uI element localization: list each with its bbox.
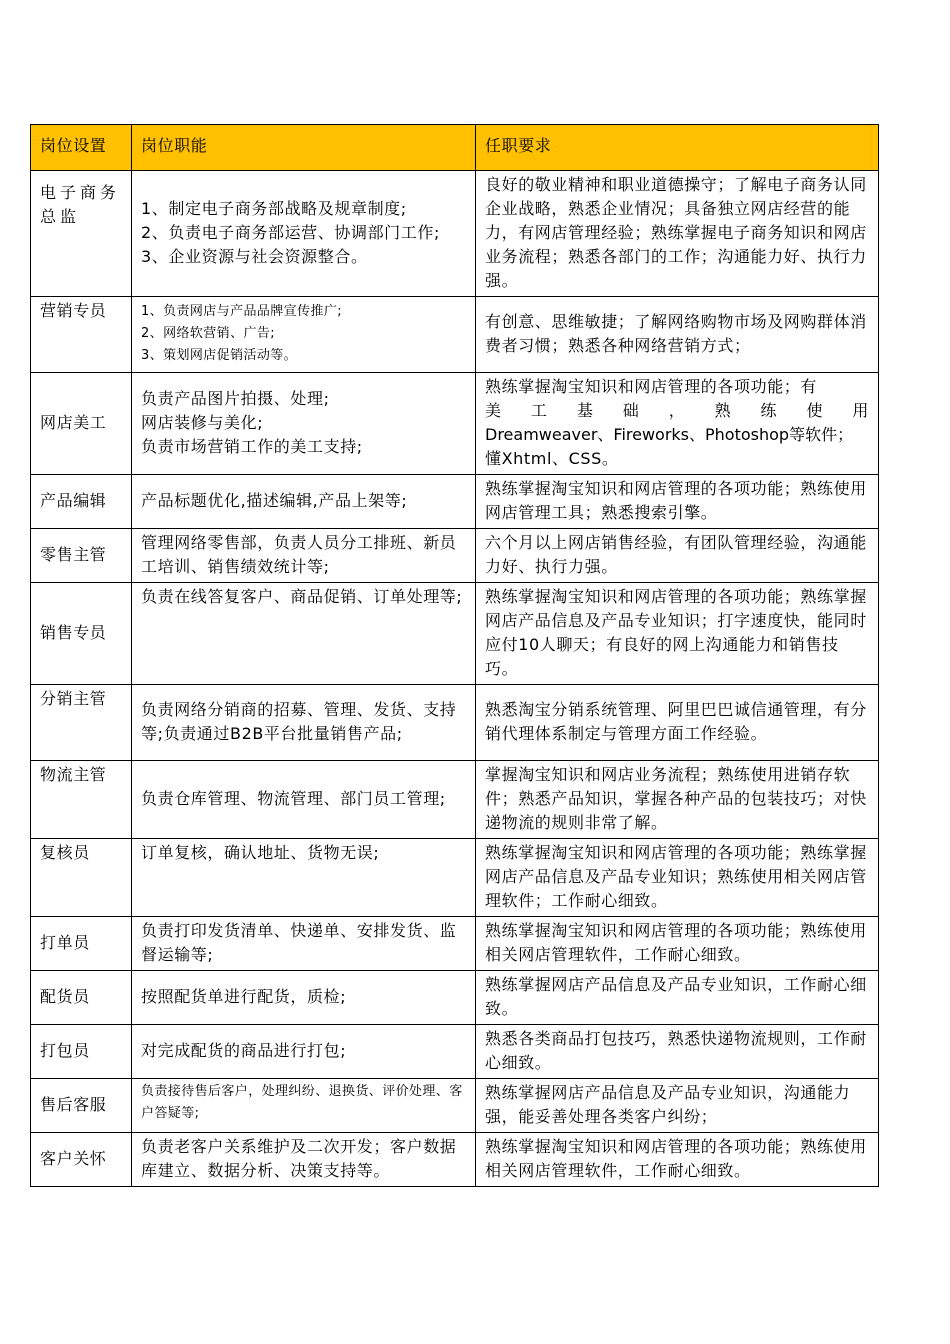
position-cell	[31, 917, 132, 971]
table-row	[31, 373, 879, 475]
position-label: 电子商务总监	[40, 183, 121, 226]
position-cell	[31, 1025, 132, 1079]
position-label: 配货员	[40, 987, 90, 1006]
requirement-line: 美 工 基 础 ， 熟 练 使 用	[485, 401, 869, 420]
duties-cell	[132, 761, 476, 839]
duty-line: 1、负责网店与产品品牌宣传推广;	[141, 304, 343, 319]
job-responsibilities-sheet	[30, 124, 878, 1187]
table-row	[31, 971, 879, 1025]
duties-cell	[132, 475, 476, 529]
duty-line: 3、策划网店促销活动等。	[141, 348, 298, 363]
position-cell	[31, 685, 132, 761]
duty-line: 3、企业资源与社会资源整合。	[141, 247, 368, 266]
duties-cell	[132, 1133, 476, 1187]
position-label: 售后客服	[40, 1095, 107, 1114]
duty-line: 网店装修与美化;	[141, 413, 264, 432]
duties-cell	[132, 529, 476, 583]
requirements-cell: 熟练掌握淘宝知识和网店管理的各项功能；熟练掌握网店产品信息及产品专业知识；熟练使用相关网店管理软件；工作耐心细致。	[476, 839, 879, 917]
duty-line: 管理网络零售部，负责人员分工排班、新员工培训、销售绩效统计等;	[141, 533, 457, 576]
position-cell	[31, 171, 132, 297]
position-label: 产品编辑	[40, 491, 107, 510]
position-label: 打单员	[40, 933, 90, 952]
duty-line: 负责仓库管理、物流管理、部门员工管理;	[141, 789, 446, 808]
position-label: 零售主管	[40, 545, 107, 564]
duties-cell	[132, 685, 476, 761]
requirements-cell: 良好的敬业精神和职业道德操守；了解电子商务认同企业战略，熟悉企业情况；具备独立网店经营的能力，有网店管理经验；熟练掌握电子商务知识和网店业务流程；熟悉各部门的工作；沟通能力好、执行力强。	[476, 171, 879, 297]
duty-line: 负责老客户关系维护及二次开发；客户数据库建立、数据分析、决策支持等。	[141, 1137, 457, 1180]
requirements-cell: 熟悉淘宝分销系统管理、阿里巴巴诚信通管理，有分销代理体系制定与管理方面工作经验。	[476, 685, 879, 761]
duty-line: 2、网络软营销、广告;	[141, 326, 276, 341]
table-row	[31, 761, 879, 839]
job-table	[30, 124, 879, 1187]
table-row	[31, 917, 879, 971]
position-cell	[31, 971, 132, 1025]
table-row	[31, 475, 879, 529]
table-row	[31, 1025, 879, 1079]
duty-line: 对完成配货的商品进行打包;	[141, 1041, 347, 1060]
duty-line: 2、负责电子商务部运营、协调部门工作;	[141, 223, 440, 242]
duties-cell	[132, 839, 476, 917]
position-label: 销售专员	[40, 623, 107, 642]
position-cell	[31, 583, 132, 685]
table-row	[31, 839, 879, 917]
position-label: 网店美工	[40, 413, 107, 432]
duty-line: 负责网络分销商的招募、管理、发货、支持等;负责通过B2B平台批量销售产品;	[141, 700, 457, 743]
header-duties: 岗位职能	[132, 125, 476, 171]
position-cell	[31, 1133, 132, 1187]
duty-line: 负责接待售后客户，处理纠纷、退换货、评价处理、客户答疑等;	[141, 1084, 463, 1121]
table-row	[31, 529, 879, 583]
requirements-cell: 熟练掌握淘宝知识和网店管理的各项功能；熟练使用网店管理工具；熟悉搜索引擎。	[476, 475, 879, 529]
requirement-line: Dreamweaver、Fireworks、Photoshop等软件；	[485, 425, 854, 444]
requirements-cell: 熟练掌握淘宝知识和网店管理的各项功能；熟练使用相关网店管理软件，工作耐心细致。	[476, 1133, 879, 1187]
position-label: 物流主管	[40, 765, 107, 784]
requirements-cell: 六个月以上网店销售经验，有团队管理经验，沟通能力好、执行力强。	[476, 529, 879, 583]
duty-line: 产品标题优化,描述编辑,产品上架等;	[141, 491, 408, 510]
table-row	[31, 297, 879, 373]
position-label: 客户关怀	[40, 1149, 107, 1168]
position-label: 打包员	[40, 1041, 90, 1060]
position-cell	[31, 1079, 132, 1133]
requirement-line: 懂Xhtml、CSS。	[485, 449, 619, 468]
duties-cell	[132, 1025, 476, 1079]
position-cell	[31, 761, 132, 839]
position-label: 分销主管	[40, 689, 107, 708]
table-row	[31, 685, 879, 761]
table-row	[31, 171, 879, 297]
table-header-row	[31, 125, 879, 171]
duty-line: 1、制定电子商务部战略及规章制度;	[141, 199, 407, 218]
position-cell	[31, 839, 132, 917]
position-label: 复核员	[40, 843, 90, 862]
position-cell	[31, 475, 132, 529]
table-row	[31, 1133, 879, 1187]
duties-cell	[132, 297, 476, 373]
position-cell	[31, 373, 132, 475]
duties-cell	[132, 171, 476, 297]
requirements-cell: 熟练掌握网店产品信息及产品专业知识，沟通能力强，能妥善处理各类客户纠纷；	[476, 1079, 879, 1133]
table-row	[31, 1079, 879, 1133]
duties-cell	[132, 373, 476, 475]
duties-cell	[132, 971, 476, 1025]
duty-line: 负责在线答复客户、商品促销、订单处理等;	[141, 587, 463, 606]
position-cell	[31, 529, 132, 583]
duties-cell	[132, 1079, 476, 1133]
requirements-cell: 掌握淘宝知识和网店业务流程；熟练使用进销存软件；熟悉产品知识，掌握各种产品的包装技巧；对快递物流的规则非常了解。	[476, 761, 879, 839]
duty-line: 负责产品图片拍摄、处理;	[141, 389, 330, 408]
duty-line: 订单复核，确认地址、货物无误;	[141, 843, 380, 862]
table-row	[31, 583, 879, 685]
position-label: 营销专员	[40, 301, 107, 320]
header-requirements: 任职要求	[476, 125, 879, 171]
duty-line: 按照配货单进行配货，质检;	[141, 987, 347, 1006]
requirements-cell: 有创意、思维敏捷；了解网络购物市场及网购群体消费者习惯；熟悉各种网络营销方式；	[476, 297, 879, 373]
requirement-line: 熟练掌握淘宝知识和网店管理的各项功能；有	[485, 377, 818, 396]
duties-cell	[132, 583, 476, 685]
requirements-cell: 熟悉各类商品打包技巧，熟悉快递物流规则，工作耐心细致。	[476, 1025, 879, 1079]
requirements-cell: 熟练掌握淘宝知识和网店管理的各项功能；熟练掌握网店产品信息及产品专业知识；打字速度快，能同时应付10人聊天；有良好的网上沟通能力和销售技巧。	[476, 583, 879, 685]
requirements-cell	[476, 373, 879, 475]
duty-line: 负责市场营销工作的美工支持;	[141, 437, 363, 456]
duty-line: 负责打印发货清单、快递单、安排发货、监督运输等;	[141, 921, 457, 964]
requirements-cell: 熟练掌握网店产品信息及产品专业知识，工作耐心细致。	[476, 971, 879, 1025]
position-cell	[31, 297, 132, 373]
header-position: 岗位设置	[31, 125, 132, 171]
requirements-cell: 熟练掌握淘宝知识和网店管理的各项功能；熟练使用相关网店管理软件，工作耐心细致。	[476, 917, 879, 971]
duties-cell	[132, 917, 476, 971]
